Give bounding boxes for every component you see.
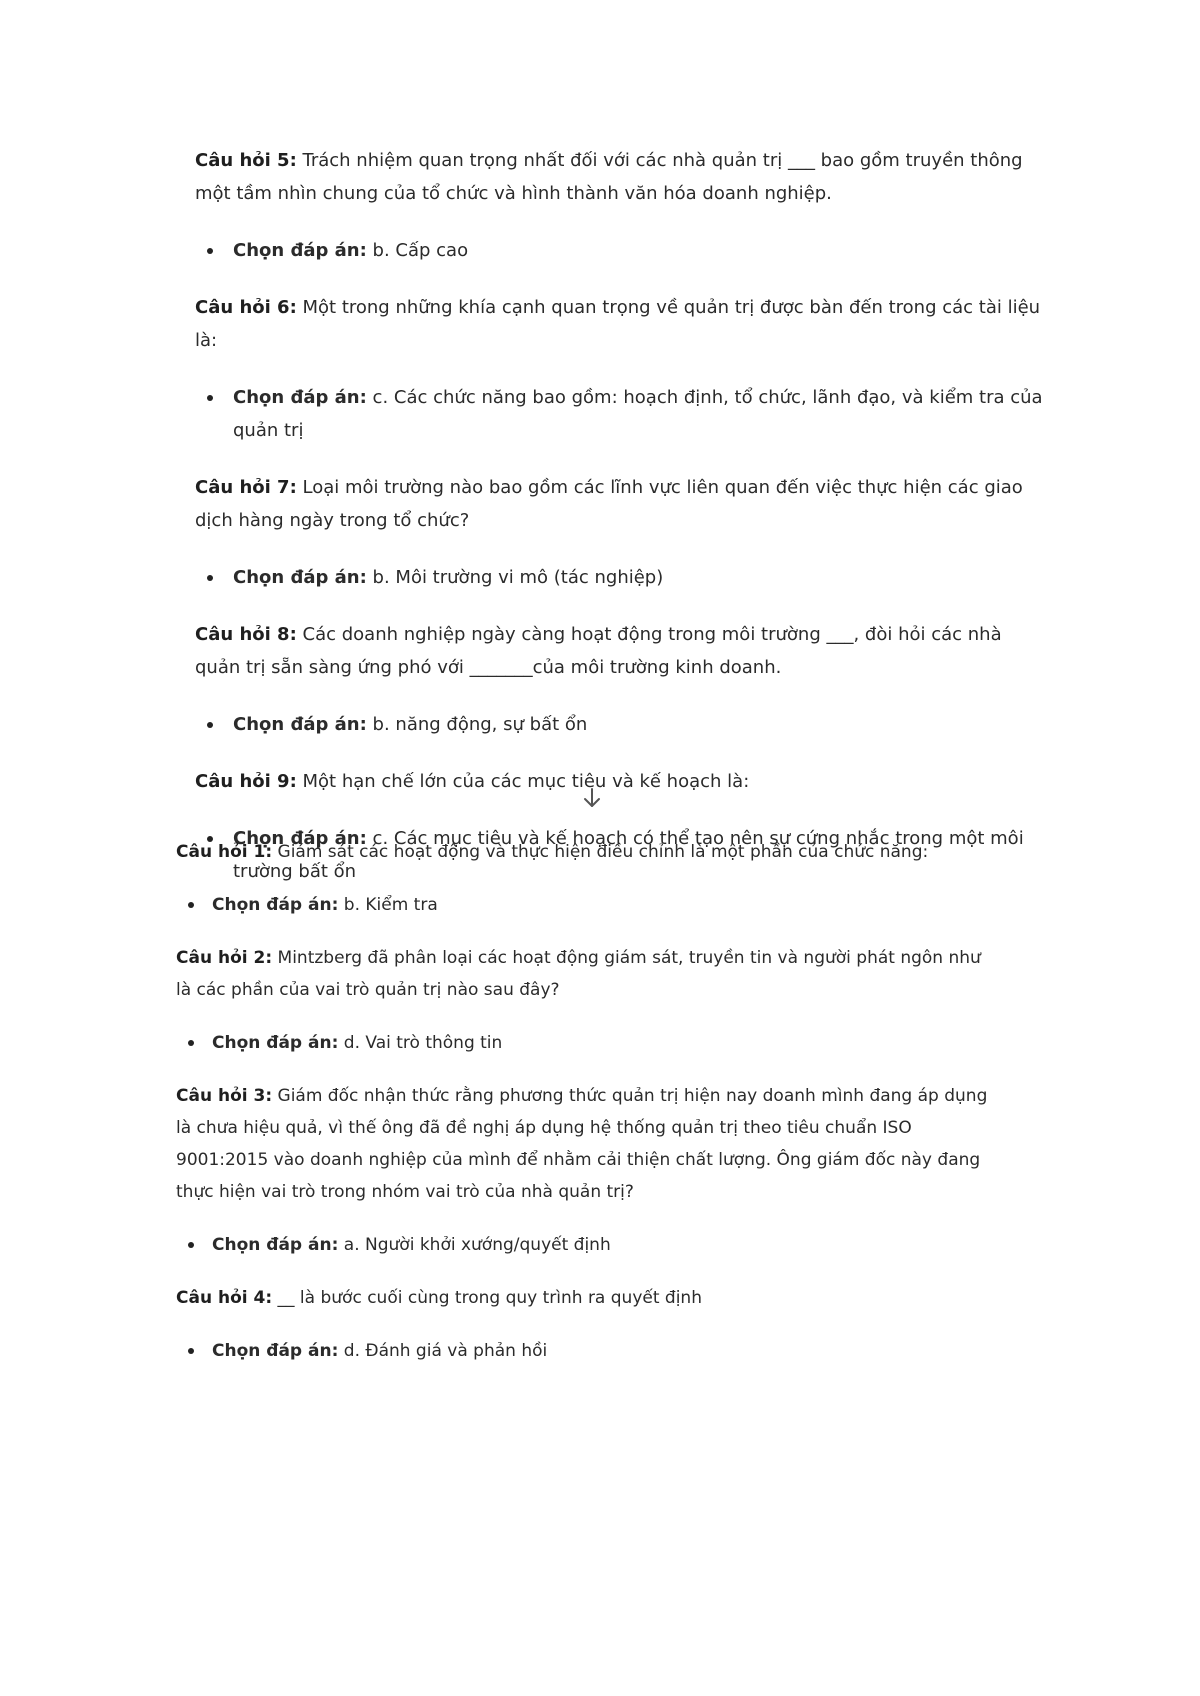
- answer-list: [195, 708, 1045, 741]
- answer-list: [176, 889, 996, 921]
- answer-list: [195, 381, 1045, 447]
- question-label: Câu hỏi 3:: [176, 1086, 273, 1106]
- question: [195, 618, 1045, 684]
- question-text: Các doanh nghiệp ngày càng hoạt động trong môi trường ___, đòi hỏi các nhà quản trị sẵn sàng ứng phó với _______của môi trường kinh doanh.: [195, 624, 1002, 678]
- question: [195, 765, 1045, 798]
- question-label: Câu hỏi 1:: [176, 842, 273, 862]
- answer-label: Chọn đáp án:: [212, 1341, 339, 1361]
- answer-label: Chọn đáp án:: [212, 1033, 339, 1053]
- question: [195, 144, 1045, 210]
- question: [176, 1282, 996, 1314]
- question-label: Câu hỏi 7:: [195, 477, 297, 498]
- answer-list: [176, 1229, 996, 1261]
- answer-item: [176, 889, 996, 921]
- answer-label: Chọn đáp án:: [233, 828, 367, 849]
- answer-text: d. Vai trò thông tin: [338, 1033, 503, 1053]
- question-label: Câu hỏi 8:: [195, 624, 297, 645]
- answer-list: [195, 234, 1045, 267]
- question-text: Một trong những khía cạnh quan trọng về quản trị được bàn đến trong các tài liệu là:: [195, 297, 1041, 351]
- answer-label: Chọn đáp án:: [233, 567, 367, 588]
- question: [195, 291, 1045, 357]
- question-label: Câu hỏi 6:: [195, 297, 297, 318]
- qa-block-upper: [195, 144, 1045, 912]
- answer-item: [195, 381, 1045, 447]
- question-text: __ là bước cuối cùng trong quy trình ra quyết định: [272, 1288, 702, 1308]
- answer-item: [195, 561, 1045, 594]
- question-text: Trách nhiệm quan trọng nhất đối với các nhà quản trị ___ bao gồm truyền thông một tầm nhìn chung của tổ chức và hình thành văn hóa doanh nghiệp.: [195, 150, 1023, 204]
- question-text: Giám đốc nhận thức rằng phương thức quản trị hiện nay doanh mình đang áp dụng là chưa hiệu quả, vì thế ông đã đề nghị áp dụng hệ thống quản trị theo tiêu chuẩn ISO 9001:2015 vào doanh nghiệp của mình để nhằm cải thiện chất lượng. Ông giám đốc này đang thực hiện vai trò trong nhóm vai trò của nhà quản trị?: [176, 1086, 988, 1202]
- answer-text: b. Cấp cao: [366, 240, 469, 261]
- question: [195, 471, 1045, 537]
- question-text: Mintzberg đã phân loại các hoạt động giám sát, truyền tin và người phát ngôn như là các phần của vai trò quản trị nào sau đây?: [176, 948, 981, 1000]
- qa-block-lower: [176, 836, 996, 1388]
- answer-label: Chọn đáp án:: [212, 895, 339, 915]
- answer-label: Chọn đáp án:: [212, 1235, 339, 1255]
- arrow-down-icon[interactable]: [581, 786, 603, 810]
- question-label: Câu hỏi 9:: [195, 771, 297, 792]
- answer-text: b. Kiểm tra: [338, 895, 438, 915]
- question-text: Loại môi trường nào bao gồm các lĩnh vực liên quan đến việc thực hiện các giao dịch hàng ngày trong tổ chức?: [195, 477, 1023, 531]
- answer-text: d. Đánh giá và phản hồi: [338, 1341, 548, 1361]
- answer-item: [195, 234, 1045, 267]
- answer-item: [176, 1229, 996, 1261]
- answer-list: [176, 1027, 996, 1059]
- answer-text: a. Người khởi xướng/quyết định: [338, 1235, 611, 1255]
- answer-label: Chọn đáp án:: [233, 387, 367, 408]
- answer-list: [195, 561, 1045, 594]
- answer-text: c. Các mục tiêu và kế hoạch có thể tạo nên sự cứng nhắc trong một môi trường bất ổn: [233, 828, 1024, 882]
- question: [176, 836, 996, 868]
- answer-list: [176, 1335, 996, 1367]
- answer-label: Chọn đáp án:: [233, 240, 367, 261]
- question-text: Giám sát các hoạt động và thực hiện điều chỉnh là một phần của chức năng:: [272, 842, 929, 862]
- question: [176, 942, 996, 1006]
- question-label: Câu hỏi 4:: [176, 1288, 273, 1308]
- question-label: Câu hỏi 5:: [195, 150, 297, 171]
- answer-item: [176, 1027, 996, 1059]
- answer-label: Chọn đáp án:: [233, 714, 367, 735]
- answer-text: b. Môi trường vi mô (tác nghiệp): [366, 567, 664, 588]
- answer-item: [195, 708, 1045, 741]
- answer-text: b. năng động, sự bất ổn: [366, 714, 588, 735]
- answer-text: c. Các chức năng bao gồm: hoạch định, tổ chức, lãnh đạo, và kiểm tra của quản trị: [233, 387, 1043, 441]
- answer-item: [176, 1335, 996, 1367]
- question-label: Câu hỏi 2:: [176, 948, 273, 968]
- question-text: Một hạn chế lớn của các mục tiêu và kế hoạch là:: [296, 771, 750, 792]
- question: [176, 1080, 996, 1208]
